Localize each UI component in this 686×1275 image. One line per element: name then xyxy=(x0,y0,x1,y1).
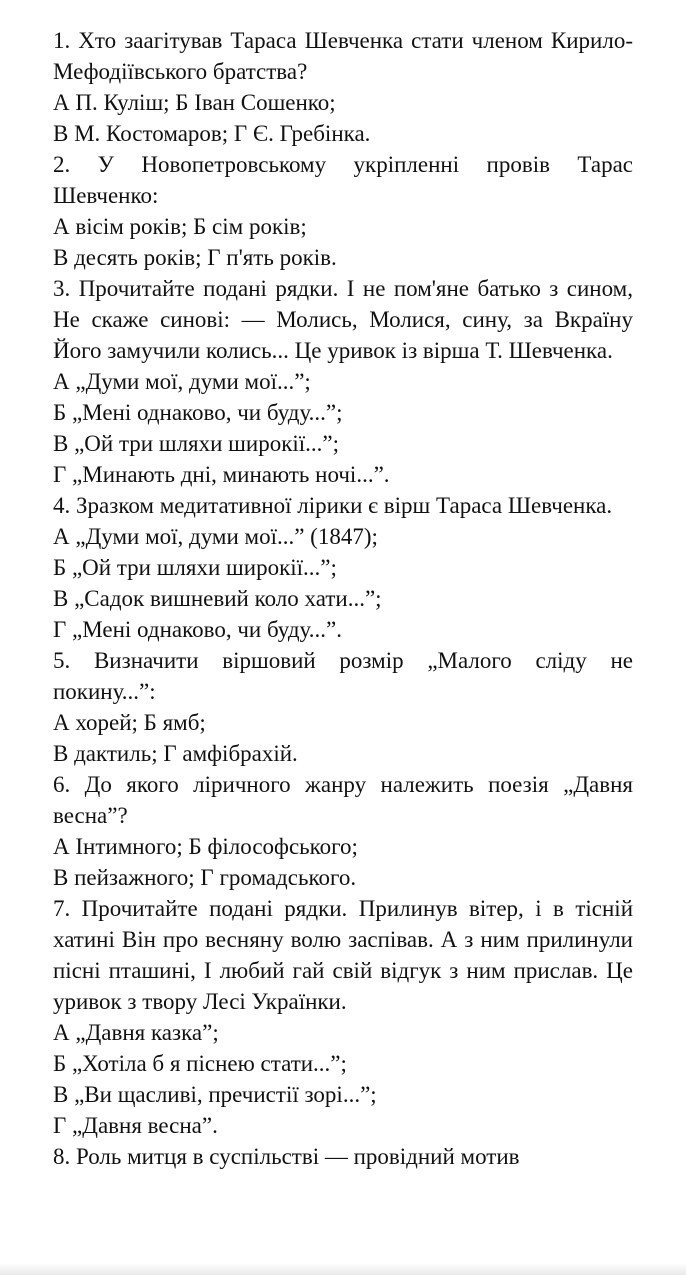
question-4 xyxy=(53,490,633,645)
answer-option: В „Ой три шляхи широкії...”; xyxy=(53,431,340,456)
answer-options-line: В десять років; Г п'ять років. xyxy=(53,245,337,270)
question-7 xyxy=(53,893,633,1141)
question-8 xyxy=(53,1141,633,1172)
answer-option: В „Садок вишневий коло хати...”; xyxy=(53,586,382,611)
page-bottom-shadow xyxy=(0,1263,686,1275)
answer-option: Г „Давня весна”. xyxy=(53,1113,218,1138)
answer-option: В „Ви щасливі, пречистії зорі...”; xyxy=(53,1082,377,1107)
answer-option: А „Думи мої, думи мої...”; xyxy=(53,369,311,394)
answer-options-line: В М. Костомаров; Г Є. Гребінка. xyxy=(53,121,371,146)
question-text: 3. Прочитайте подані рядки. І не пом'яне батько з сином, Не скаже синові: — Молись, Молися, сину, за Вкраїну Його замучили колись... Це уривок із вірша Т. Шевченка. xyxy=(53,276,633,363)
question-text: 1. Хто заагітував Тараса Шевченка стати членом Кирило-Мефодіївського братства? xyxy=(53,28,633,84)
question-6 xyxy=(53,769,633,893)
answer-option: Г „Минають дні, минають ночі...”. xyxy=(53,462,390,487)
answer-option: Б „Хотіла б я піснею стати...”; xyxy=(53,1051,347,1076)
question-5 xyxy=(53,645,633,769)
answer-options-line: А хорей; Б ямб; xyxy=(53,710,206,735)
question-2 xyxy=(53,149,633,273)
question-text: 6. До якого ліричного жанру належить поезія „Давня весна”? xyxy=(53,772,633,828)
answer-option: Б „Ой три шляхи широкії...”; xyxy=(53,555,337,580)
answer-option: Г „Мені однаково, чи буду...”. xyxy=(53,617,342,642)
answer-options-line: А вісім років; Б сім років; xyxy=(53,214,307,239)
question-text: 7. Прочитайте подані рядки. Прилинув вітер, і в тісній хатині Він про весняну волю заспівав. А з ним прилинули пісні пташині, І любий гай свій відгук з ним прислав. Це уривок з твору Лесі Українки. xyxy=(53,896,633,1014)
answer-option: А „Давня казка”; xyxy=(53,1020,219,1045)
question-1 xyxy=(53,25,633,149)
question-text: 5. Визначити віршовий розмір „Малого сліду не покину...”: xyxy=(53,648,633,704)
question-3 xyxy=(53,273,633,490)
answer-options-line: В пейзажного; Г громадського. xyxy=(53,865,357,890)
question-text: 4. Зразком медитативної лірики є вірш Тараса Шевченка. xyxy=(53,493,613,518)
document-body xyxy=(53,25,633,1172)
answer-option: А „Думи мої, думи мої...” (1847); xyxy=(53,524,378,549)
question-text: 2. У Новопетровському укріпленні провів Тарас Шевченко: xyxy=(53,152,633,208)
answer-options-line: В дактиль; Г амфібрахій. xyxy=(53,741,298,766)
answer-options-line: А Інтимного; Б філософського; xyxy=(53,834,358,859)
answer-options-line: А П. Куліш; Б Іван Сошенко; xyxy=(53,90,336,115)
question-text: 8. Роль митця в суспільстві — провідний мотив xyxy=(53,1144,520,1169)
answer-option: Б „Мені однаково, чи буду...”; xyxy=(53,400,343,425)
